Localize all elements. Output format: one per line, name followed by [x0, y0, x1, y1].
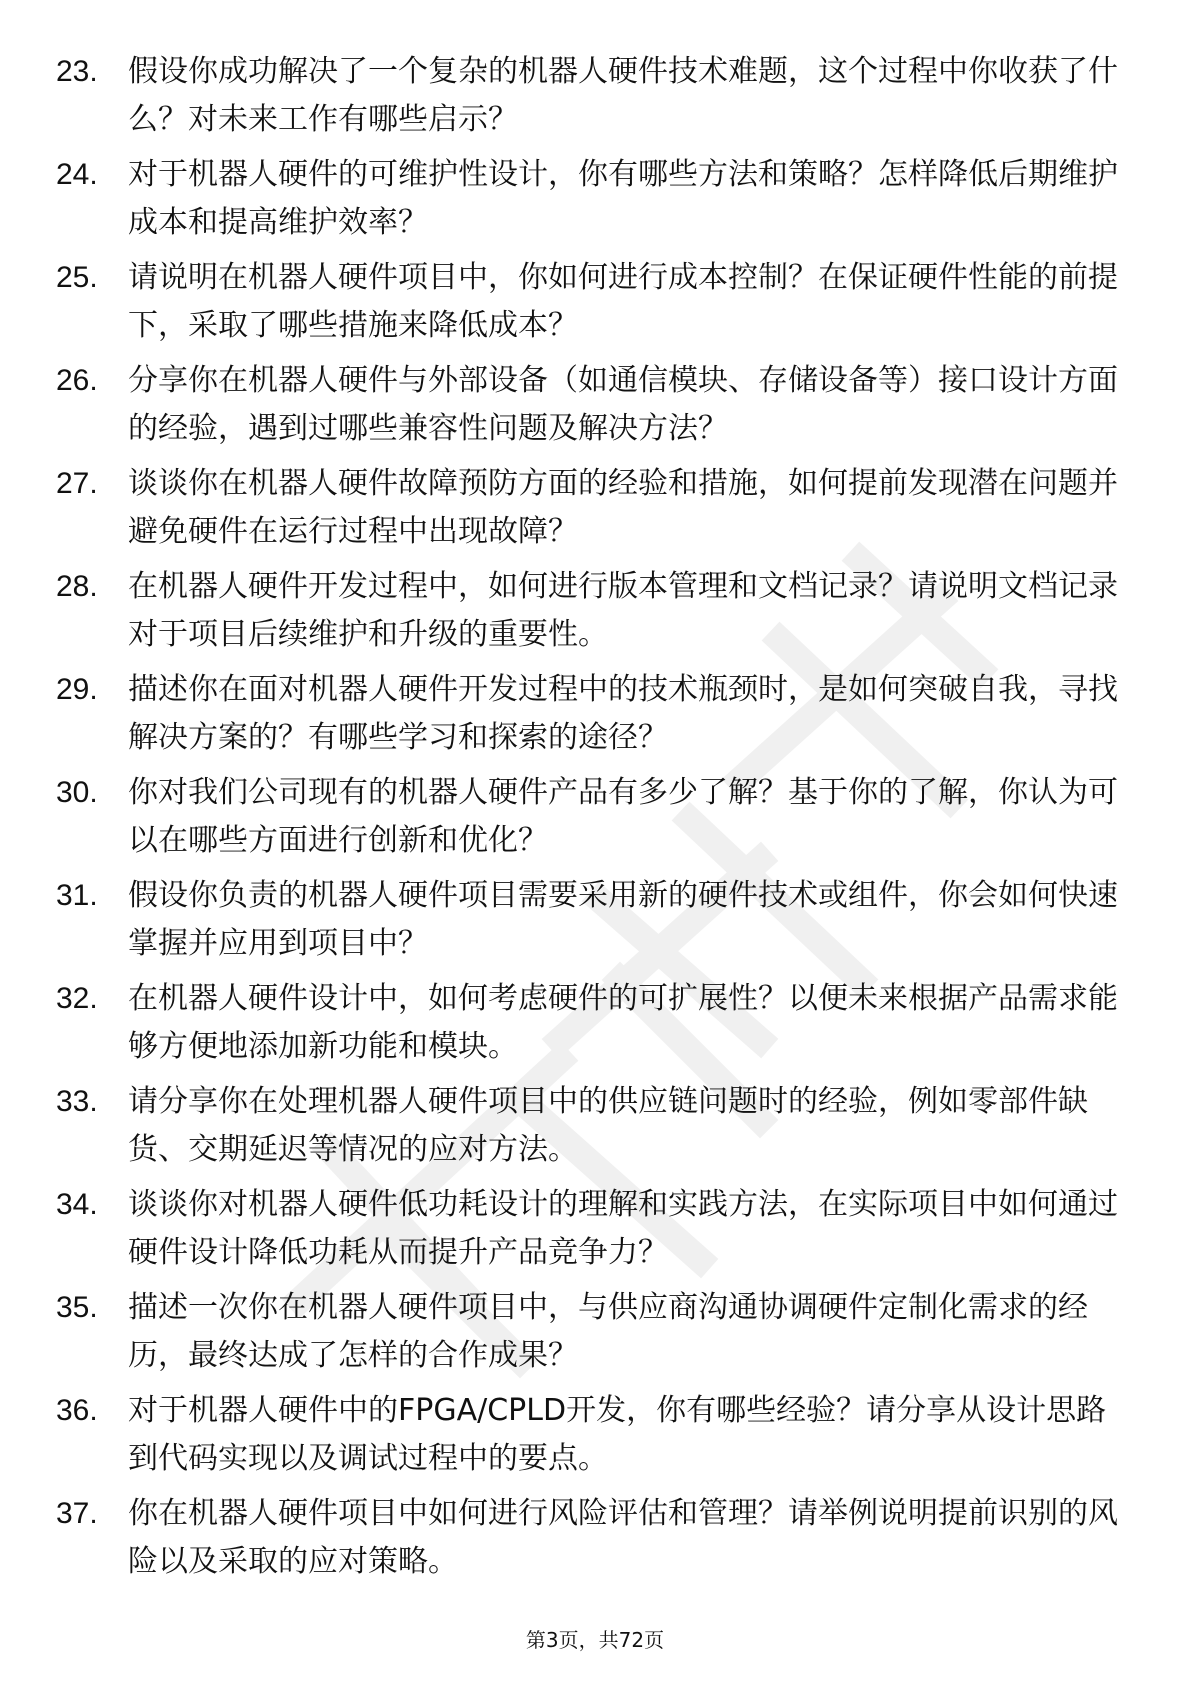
- question-text: 对于机器人硬件的可维护性设计，你有哪些方法和策略？怎样降低后期维护成本和提高维护效率？: [128, 157, 1118, 240]
- question-text: 你对我们公司现有的机器人硬件产品有多少了解？基于你的了解，你认为可以在哪些方面进行创新和优化？: [128, 775, 1118, 858]
- question-text: 请分享你在处理机器人硬件项目中的供应链问题时的经验，例如零部件缺货、交期延迟等情况的应对方法。: [128, 1084, 1088, 1167]
- list-item: [0, 666, 1190, 769]
- question-number: 30.: [56, 776, 98, 809]
- question-number: 25.: [56, 261, 98, 294]
- page-footer: [0, 1626, 1190, 1654]
- list-item: [0, 48, 1190, 151]
- question-number: 36.: [56, 1394, 98, 1427]
- question-text: 描述你在面对机器人硬件开发过程中的技术瓶颈时，是如何突破自我，寻找解决方案的？有哪些学习和探索的途径？: [128, 672, 1118, 755]
- question-number: 24.: [56, 158, 98, 191]
- question-text: 请说明在机器人硬件项目中，你如何进行成本控制？在保证硬件性能的前提下，采取了哪些措施来降低成本？: [128, 260, 1118, 343]
- question-number: 26.: [56, 364, 98, 397]
- question-number: 35.: [56, 1291, 98, 1324]
- question-text: 在机器人硬件开发过程中，如何进行版本管理和文档记录？请说明文档记录对于项目后续维护和升级的重要性。: [128, 569, 1118, 652]
- question-text: 对于机器人硬件中的FPGA/CPLD开发，你有哪些经验？请分享从设计思路到代码实现以及调试过程中的要点。: [128, 1393, 1107, 1476]
- list-item: [0, 1284, 1190, 1387]
- list-item: [0, 460, 1190, 563]
- list-item: [0, 1078, 1190, 1181]
- list-item: [0, 872, 1190, 975]
- list-item: [0, 151, 1190, 254]
- question-text: 描述一次你在机器人硬件项目中，与供应商沟通协调硬件定制化需求的经历，最终达成了怎样的合作成果？: [128, 1290, 1088, 1373]
- question-number: 27.: [56, 467, 98, 500]
- list-item: [0, 1490, 1190, 1593]
- question-text: 假设你负责的机器人硬件项目需要采用新的硬件技术或组件，你会如何快速掌握并应用到项目中？: [128, 878, 1118, 961]
- list-item: [0, 975, 1190, 1078]
- question-number: 31.: [56, 879, 98, 912]
- question-number: 32.: [56, 982, 98, 1015]
- question-number: 33.: [56, 1085, 98, 1118]
- question-text: 在机器人硬件设计中，如何考虑硬件的可扩展性？以便未来根据产品需求能够方便地添加新功能和模块。: [128, 981, 1118, 1064]
- question-text: 假设你成功解决了一个复杂的机器人硬件技术难题，这个过程中你收获了什么？对未来工作有哪些启示？: [128, 54, 1118, 137]
- list-item: [0, 1181, 1190, 1284]
- question-number: 37.: [56, 1497, 98, 1530]
- list-item: [0, 1387, 1190, 1490]
- question-number: 34.: [56, 1188, 98, 1221]
- question-number: 23.: [56, 55, 98, 88]
- question-text: 谈谈你在机器人硬件故障预防方面的经验和措施，如何提前发现潜在问题并避免硬件在运行过程中出现故障？: [128, 466, 1118, 549]
- list-item: [0, 254, 1190, 357]
- list-item: [0, 769, 1190, 872]
- question-list: [0, 48, 1190, 1593]
- question-text: 谈谈你对机器人硬件低功耗设计的理解和实践方法，在实际项目中如何通过硬件设计降低功耗从而提升产品竞争力？: [128, 1187, 1118, 1270]
- page-number-label: 第3页，共72页: [525, 1628, 665, 1652]
- question-number: 29.: [56, 673, 98, 706]
- list-item: [0, 357, 1190, 460]
- list-item: [0, 563, 1190, 666]
- question-text: 你在机器人硬件项目中如何进行风险评估和管理？请举例说明提前识别的风险以及采取的应对策略。: [128, 1496, 1118, 1579]
- question-number: 28.: [56, 570, 98, 603]
- question-text: 分享你在机器人硬件与外部设备（如通信模块、存储设备等）接口设计方面的经验，遇到过哪些兼容性问题及解决方法？: [128, 363, 1118, 446]
